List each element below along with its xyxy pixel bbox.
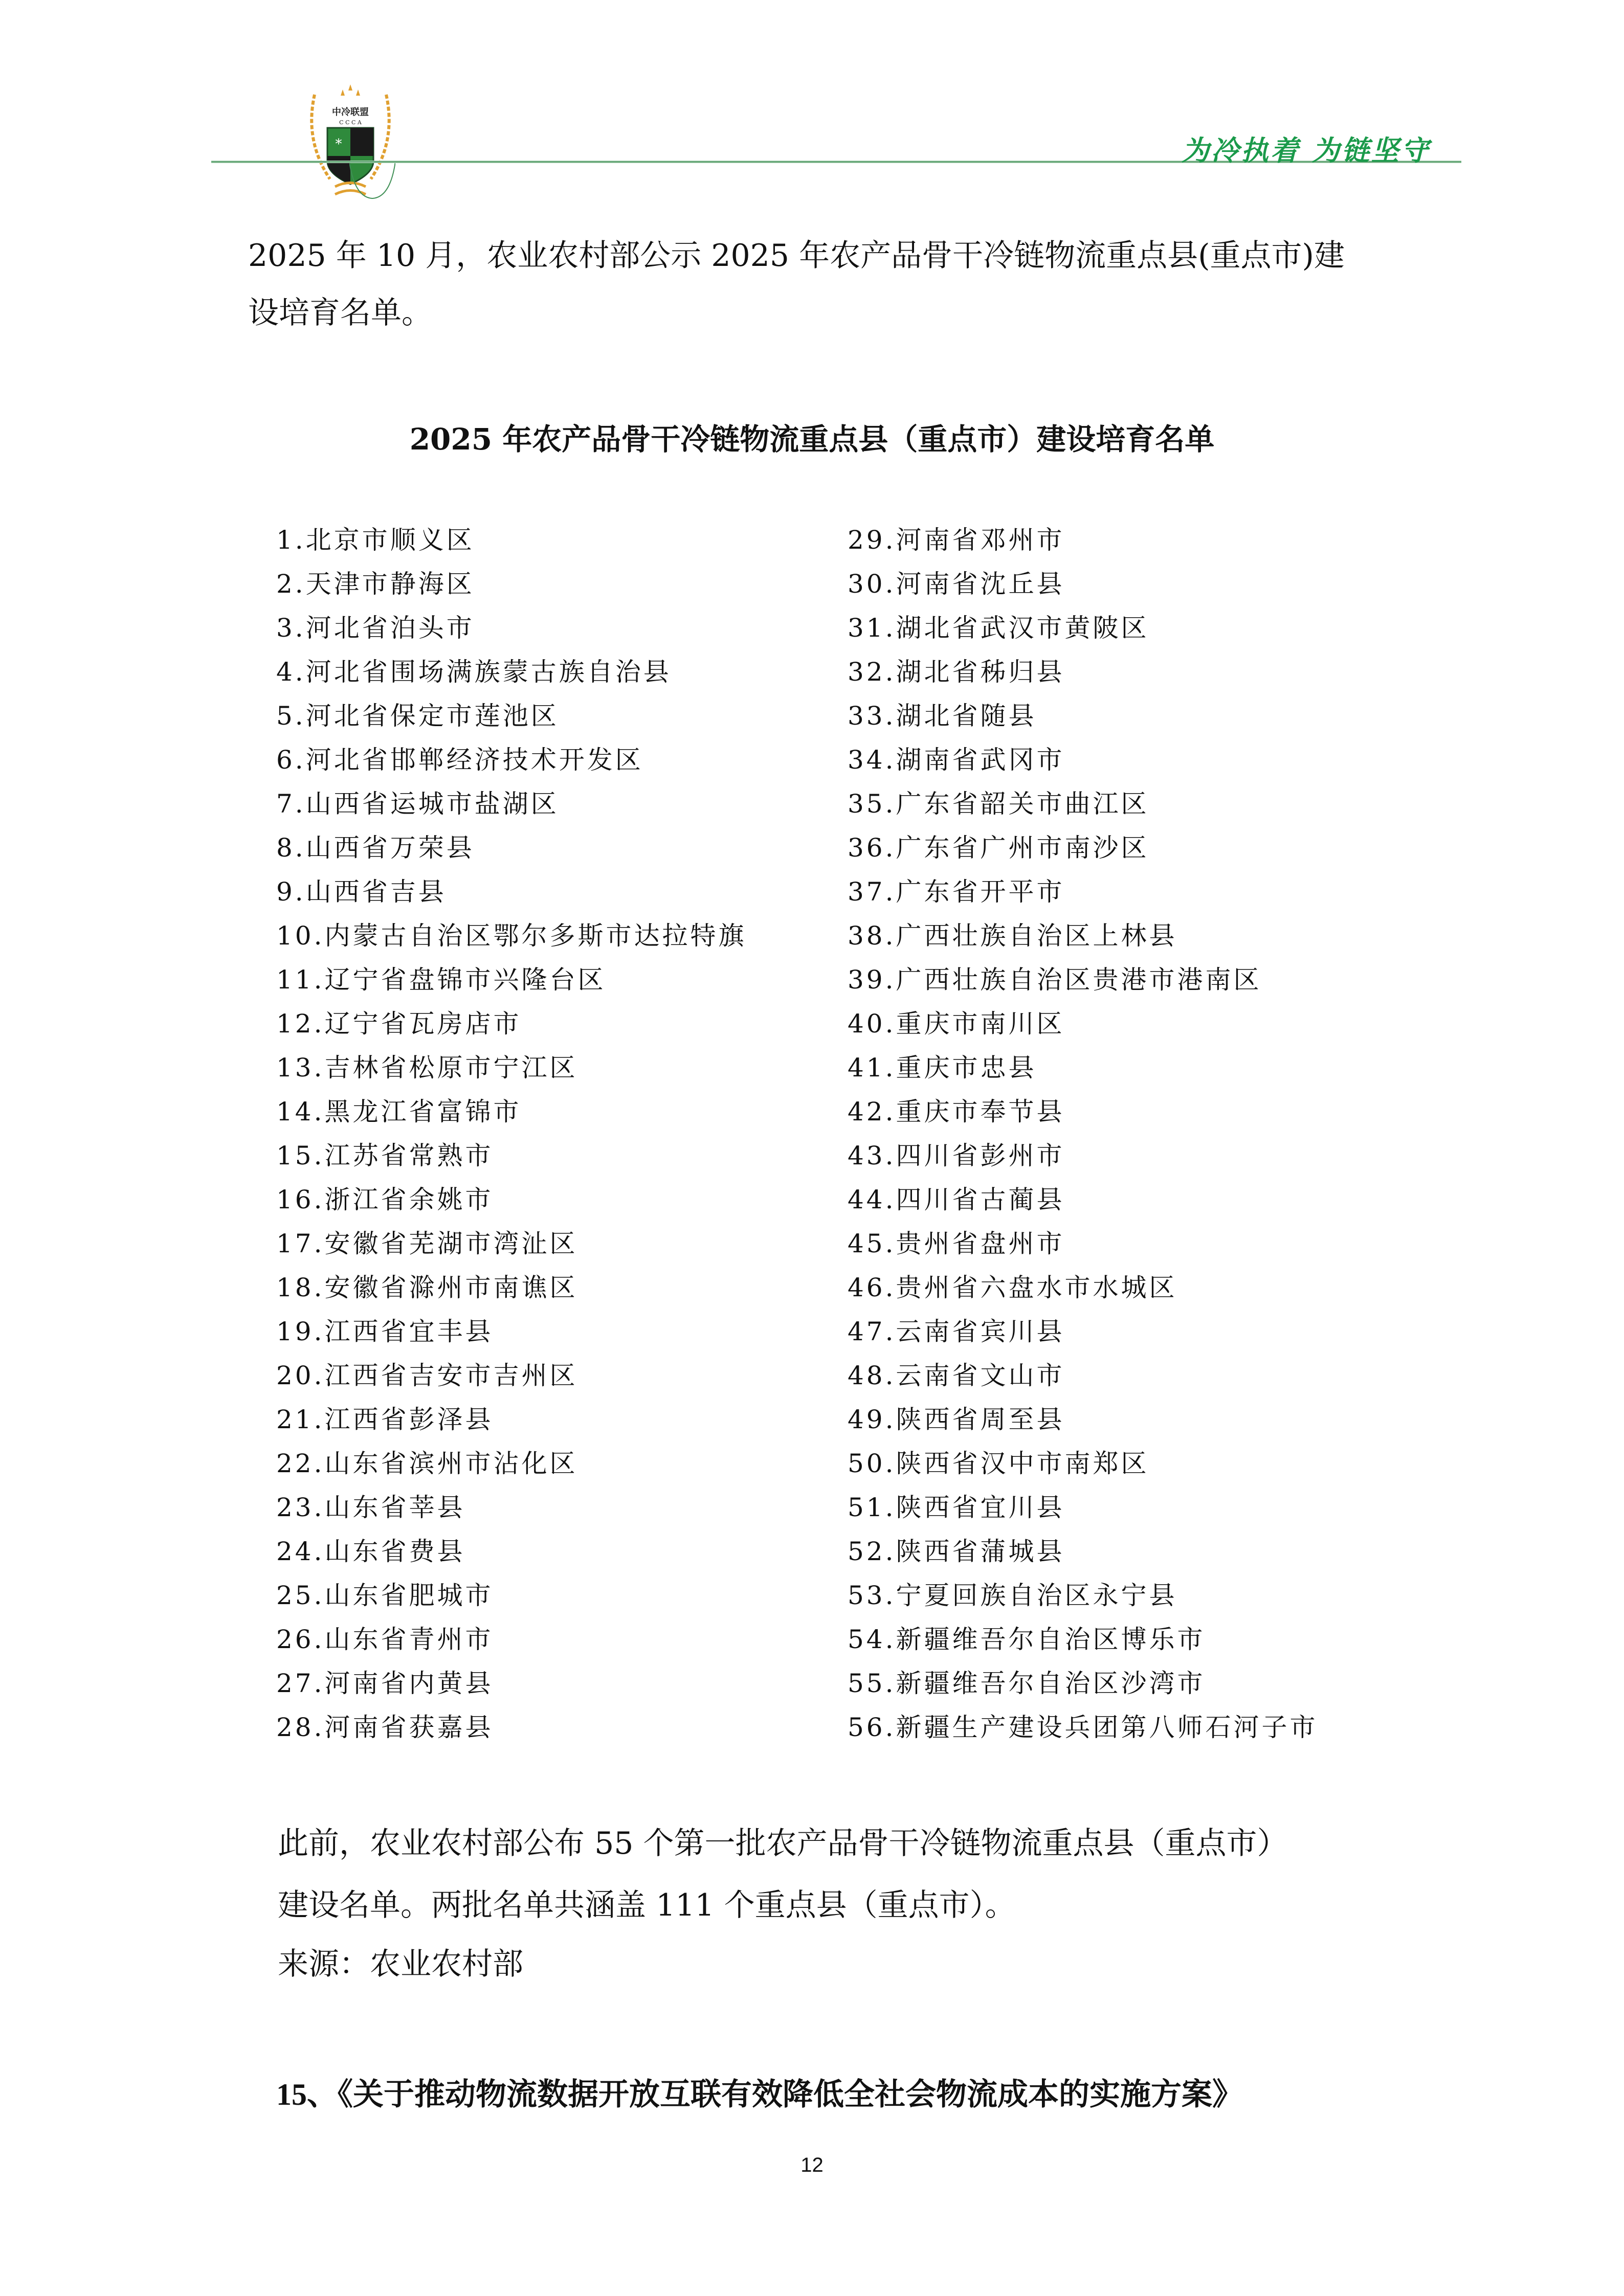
- list-item: 24.山东省费县: [276, 1537, 465, 1566]
- list-item: 18.安徽省滁州市南谯区: [276, 1273, 578, 1302]
- list-item: 31.湖北省武汉市黄陂区: [848, 613, 1149, 643]
- list-item: 51.陕西省宜川县: [848, 1493, 1065, 1522]
- section-heading: 15、《关于推动物流数据开放互联有效降低全社会物流成本的实施方案》: [276, 2078, 1243, 2111]
- list-item: 3.河北省泊头市: [276, 613, 475, 643]
- list-item: 56.新疆生产建设兵团第八师石河子市: [848, 1713, 1318, 1742]
- list-item: 32.湖北省秭归县: [848, 657, 1065, 687]
- list-item: 48.云南省文山市: [848, 1361, 1065, 1390]
- list-item: 12.辽宁省瓦房店市: [276, 1009, 522, 1039]
- list-item: 35.广东省韶关市曲江区: [848, 789, 1149, 819]
- list-item: 14.黑龙江省富锦市: [276, 1097, 522, 1127]
- svg-text:中冷联盟: 中冷联盟: [332, 107, 369, 118]
- list-item: 15.江苏省常熟市: [276, 1141, 494, 1170]
- list-item: 41.重庆市忠县: [848, 1053, 1037, 1083]
- list-item: 1.北京市顺义区: [276, 525, 475, 555]
- list-item: 17.安徽省芜湖市湾沚区: [276, 1229, 578, 1258]
- svg-text:*: *: [335, 137, 342, 152]
- list-item: 19.江西省宜丰县: [276, 1317, 494, 1346]
- list-item: 20.江西省吉安市吉州区: [276, 1361, 578, 1390]
- list-item: 5.河北省保定市莲池区: [276, 701, 559, 731]
- list-item: 11.辽宁省盘锦市兴隆台区: [276, 965, 606, 995]
- list-item: 10.内蒙古自治区鄂尔多斯市达拉特旗: [276, 921, 747, 951]
- outro-line-1: 此前，农业农村部公布 55 个第一批农产品骨干冷链物流重点县（重点市）: [278, 1826, 1288, 1861]
- list-item: 49.陕西省周至县: [848, 1405, 1065, 1434]
- list-item: 22.山东省滨州市沾化区: [276, 1449, 578, 1478]
- list-item: 27.河南省内黄县: [276, 1669, 494, 1698]
- list-item: 55.新疆维吾尔自治区沙湾市: [848, 1669, 1206, 1698]
- list-item: 50.陕西省汉中市南郑区: [848, 1449, 1149, 1478]
- intro-line-2: 设培育名单。: [248, 295, 432, 331]
- list-item: 9.山西省吉县: [276, 877, 447, 907]
- list-item: 40.重庆市南川区: [848, 1009, 1065, 1039]
- list-item: 46.贵州省六盘水市水城区: [848, 1273, 1177, 1302]
- list-item: 45.贵州省盘州市: [848, 1229, 1065, 1258]
- outro-line-2: 建设名单。两批名单共涵盖 111 个重点县（重点市）。: [278, 1887, 1016, 1923]
- list-item: 30.河南省沈丘县: [848, 569, 1065, 599]
- list-item: 26.山东省青州市: [276, 1625, 494, 1654]
- list-item: 4.河北省围场满族蒙古族自治县: [276, 657, 672, 687]
- list-item: 29.河南省邓州市: [848, 525, 1065, 555]
- list-item: 6.河北省邯郸经济技术开发区: [276, 745, 643, 775]
- intro-line-1: 2025 年 10 月，农业农村部公示 2025 年农产品骨干冷链物流重点县(重点市)建: [248, 238, 1345, 274]
- list-item: 25.山东省肥城市: [276, 1581, 494, 1610]
- svg-text:C C C A: C C C A: [339, 119, 362, 126]
- list-item: 53.宁夏回族自治区永宁县: [848, 1581, 1177, 1610]
- list-title: 2025 年农产品骨干冷链物流重点县（重点市）建设培育名单: [409, 422, 1215, 457]
- list-item: 39.广西壮族自治区贵港市港南区: [848, 965, 1262, 995]
- list-item: 21.江西省彭泽县: [276, 1405, 494, 1434]
- list-item: 38.广西壮族自治区上林县: [848, 921, 1177, 951]
- list-item: 7.山西省运城市盐湖区: [276, 789, 559, 819]
- list-item: 2.天津市静海区: [276, 569, 475, 599]
- list-item: 37.广东省开平市: [848, 877, 1065, 907]
- page-number: 12: [800, 2154, 824, 2176]
- list-item: 16.浙江省余姚市: [276, 1185, 494, 1214]
- list-item: 44.四川省古蔺县: [848, 1185, 1065, 1214]
- list-item: 36.广东省广州市南沙区: [848, 833, 1149, 863]
- list-item: 33.湖北省随县: [848, 701, 1037, 731]
- list-item: 23.山东省莘县: [276, 1493, 465, 1522]
- list-item: 52.陕西省蒲城县: [848, 1537, 1065, 1566]
- header-curve: [349, 162, 395, 200]
- source-line: 来源：农业农村部: [278, 1946, 523, 1982]
- list-item: 13.吉林省松原市宁江区: [276, 1053, 578, 1083]
- list-item: 28.河南省获嘉县: [276, 1713, 494, 1742]
- list-item: 43.四川省彭州市: [848, 1141, 1065, 1170]
- list-item: 54.新疆维吾尔自治区博乐市: [848, 1625, 1206, 1654]
- list-item: 42.重庆市奉节县: [848, 1097, 1065, 1127]
- list-item: 34.湖南省武冈市: [848, 745, 1065, 775]
- list-item: 8.山西省万荣县: [276, 833, 475, 863]
- list-item: 47.云南省宾川县: [848, 1317, 1065, 1346]
- header-slogan: 为冷执着 为链坚守: [1182, 134, 1431, 167]
